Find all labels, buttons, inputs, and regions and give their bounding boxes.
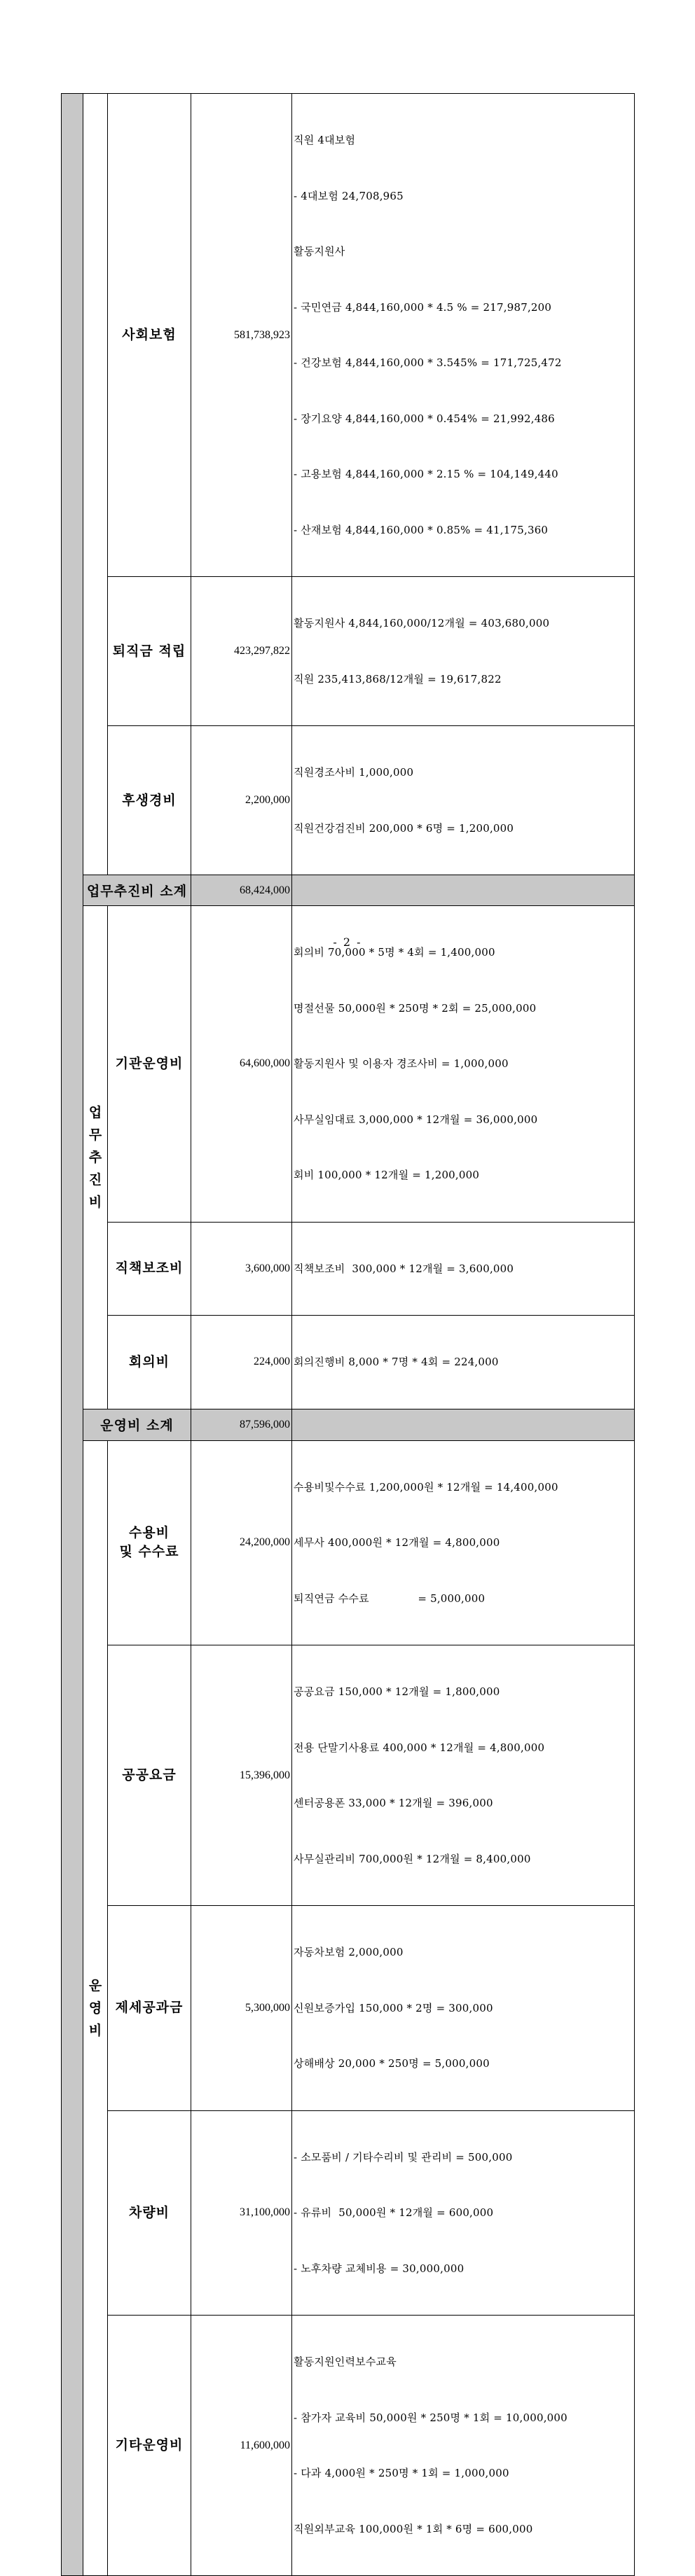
group-label-business (83, 906, 108, 1409)
desc-line: - 참가자 교육비 50,000원 * 250명 * 1회 = 10,000,000 (294, 2411, 567, 2424)
subtotal-label: 운영비 소계 (83, 1409, 191, 1440)
desc-line: 회의비 70,000 * 5명 * 4회 = 1,400,000 (294, 946, 495, 959)
desc-line: 신원보증가입 150,000 * 2명 = 300,000 (294, 2001, 493, 2014)
item-label: 후생경비 (108, 726, 191, 875)
description-cell (292, 1645, 635, 1906)
description-cell (292, 726, 635, 875)
desc-line: 사무실임대료 3,000,000 * 12개월 = 36,000,000 (294, 1113, 538, 1126)
page-number: - 2 - (333, 935, 362, 949)
table-row (62, 1222, 635, 1316)
table-row (62, 2110, 635, 2316)
table-row (62, 906, 635, 1223)
desc-line: 직원건강검진비 200,000 * 6명 = 1,200,000 (294, 821, 514, 835)
desc-line: 활동지원인력보수교육 (294, 2355, 397, 2368)
desc-line: 센터공용폰 33,000 * 12개월 = 396,000 (294, 1797, 493, 1809)
amount-cell: 31,100,000 (191, 2110, 292, 2316)
table-row (62, 1645, 635, 1906)
amount-cell: 15,396,000 (191, 1645, 292, 1906)
item-label: 차량비 (108, 2110, 191, 2316)
desc-line: 활동지원사 및 이용자 경조사비 = 1,000,000 (294, 1057, 509, 1070)
group-label-char: 진 (88, 1171, 102, 1188)
subtotal-row (62, 1409, 635, 1440)
description-cell (292, 2110, 635, 2316)
desc-line: - 노후차량 교체비용 = 30,000,000 (294, 2262, 465, 2275)
desc-line: - 유류비 50,000원 * 12개월 = 600,000 (294, 2206, 494, 2219)
subtotal-amount: 68,424,000 (191, 875, 292, 906)
subtotal-amount: 87,596,000 (191, 1409, 292, 1440)
subtotal-description (292, 1409, 635, 1440)
item-label-line: 수용비 (128, 1525, 170, 1541)
desc-line: - 국민연금 4,844,160,000 * 4.5 % = 217,987,200 (294, 300, 552, 314)
item-label: 회의비 (108, 1316, 191, 1409)
group-label-char: 무 (88, 1127, 102, 1143)
group-label-operating (83, 1440, 108, 2576)
group-label-char: 비 (88, 2022, 102, 2038)
desc-line: 직원외부교육 100,000원 * 1회 * 6명 = 600,000 (294, 2522, 533, 2535)
item-label: 직책보조비 (108, 1222, 191, 1316)
item-label: 사회보험 (108, 94, 191, 577)
subtotal-row (62, 875, 635, 906)
description-cell (292, 577, 635, 726)
description-cell (292, 1316, 635, 1409)
item-label: 공공요금 (108, 1645, 191, 1906)
amount-cell: 581,738,923 (191, 94, 292, 577)
amount-cell: 24,200,000 (191, 1440, 292, 1645)
desc-line: 상해배상 20,000 * 250명 = 5,000,000 (294, 2057, 490, 2070)
desc-line: - 소모품비 / 기타수리비 및 관리비 = 500,000 (294, 2150, 513, 2164)
description-cell (292, 1906, 635, 2111)
item-label: 기관운영비 (108, 906, 191, 1223)
amount-cell: 2,200,000 (191, 726, 292, 875)
desc-line: 전용 단말기사용료 400,000 * 12개월 = 4,800,000 (294, 1741, 545, 1754)
amount-cell: 423,297,822 (191, 577, 292, 726)
item-label: 기타운영비 (108, 2316, 191, 2576)
description-cell (292, 1222, 635, 1316)
desc-line: - 장기요양 4,844,160,000 * 0.454% = 21,992,486 (294, 412, 555, 425)
desc-line: 자동차보험 2,000,000 (294, 1946, 404, 1958)
desc-line: 직책보조비 300,000 * 12개월 = 3,600,000 (294, 1262, 514, 1275)
desc-line: - 다과 4,000원 * 250명 * 1회 = 1,000,000 (294, 2467, 509, 2479)
desc-line: 퇴직연금 수수료 = 5,000,000 (294, 1592, 486, 1605)
desc-line: 활동지원사 (294, 245, 345, 258)
desc-line: - 고용보험 4,844,160,000 * 2.15 % = 104,149,440 (294, 468, 558, 480)
desc-line: 직원 235,413,868/12개월 = 19,617,822 (294, 672, 502, 685)
desc-line: 수용비및수수료 1,200,000원 * 12개월 = 14,400,000 (294, 1480, 558, 1494)
desc-line: 직원 4대보험 (294, 134, 356, 146)
table-row (62, 1316, 635, 1409)
table-row (62, 577, 635, 726)
desc-line: 사무실관리비 700,000원 * 12개월 = 8,400,000 (294, 1852, 531, 1865)
item-label: 제세공과금 (108, 1906, 191, 2111)
group-label-char: 영 (88, 2000, 102, 2016)
desc-line: 회비 100,000 * 12개월 = 1,200,000 (294, 1169, 480, 1181)
description-cell (292, 906, 635, 1223)
amount-cell: 64,600,000 (191, 906, 292, 1223)
amount-cell: 5,300,000 (191, 1906, 292, 2111)
group-spacer (83, 94, 108, 875)
description-cell (292, 2316, 635, 2576)
group-label-char: 비 (88, 1194, 102, 1210)
subtotal-label: 업무추진비 소계 (83, 875, 191, 906)
subtotal-description (292, 875, 635, 906)
desc-line: 명절선물 50,000원 * 250명 * 2회 = 25,000,000 (294, 1001, 537, 1015)
group-label-char: 운 (88, 1977, 102, 1993)
amount-cell: 224,000 (191, 1316, 292, 1409)
desc-line: 공공요금 150,000 * 12개월 = 1,800,000 (294, 1685, 500, 1698)
desc-line: - 건강보험 4,844,160,000 * 3.545% = 171,725,472 (294, 356, 562, 369)
item-label (108, 1440, 191, 1645)
item-label-line: 및 수수료 (119, 1544, 179, 1560)
table-row (62, 2316, 635, 2576)
amount-cell: 11,600,000 (191, 2316, 292, 2576)
table-row (62, 1440, 635, 1645)
table-row (62, 726, 635, 875)
amount-cell: 3,600,000 (191, 1222, 292, 1316)
desc-line: 직원경조사비 1,000,000 (294, 766, 414, 779)
left-margin-band (62, 94, 83, 2576)
table-row (62, 94, 635, 577)
desc-line: - 산재보험 4,844,160,000 * 0.85% = 41,175,360 (294, 523, 549, 536)
desc-line: - 4대보험 24,708,965 (294, 189, 404, 202)
desc-line: 활동지원사 4,844,160,000/12개월 = 403,680,000 (294, 617, 550, 629)
table-row (62, 1906, 635, 2111)
group-label-char: 업 (88, 1104, 102, 1120)
desc-line: 세무사 400,000원 * 12개월 = 4,800,000 (294, 1536, 500, 1549)
desc-line: 회의진행비 8,000 * 7명 * 4회 = 224,000 (294, 1356, 499, 1368)
budget-table (61, 93, 635, 2576)
description-cell (292, 1440, 635, 1645)
description-cell (292, 94, 635, 577)
item-label: 퇴직금 적립 (108, 577, 191, 726)
group-label-char: 추 (88, 1149, 102, 1165)
